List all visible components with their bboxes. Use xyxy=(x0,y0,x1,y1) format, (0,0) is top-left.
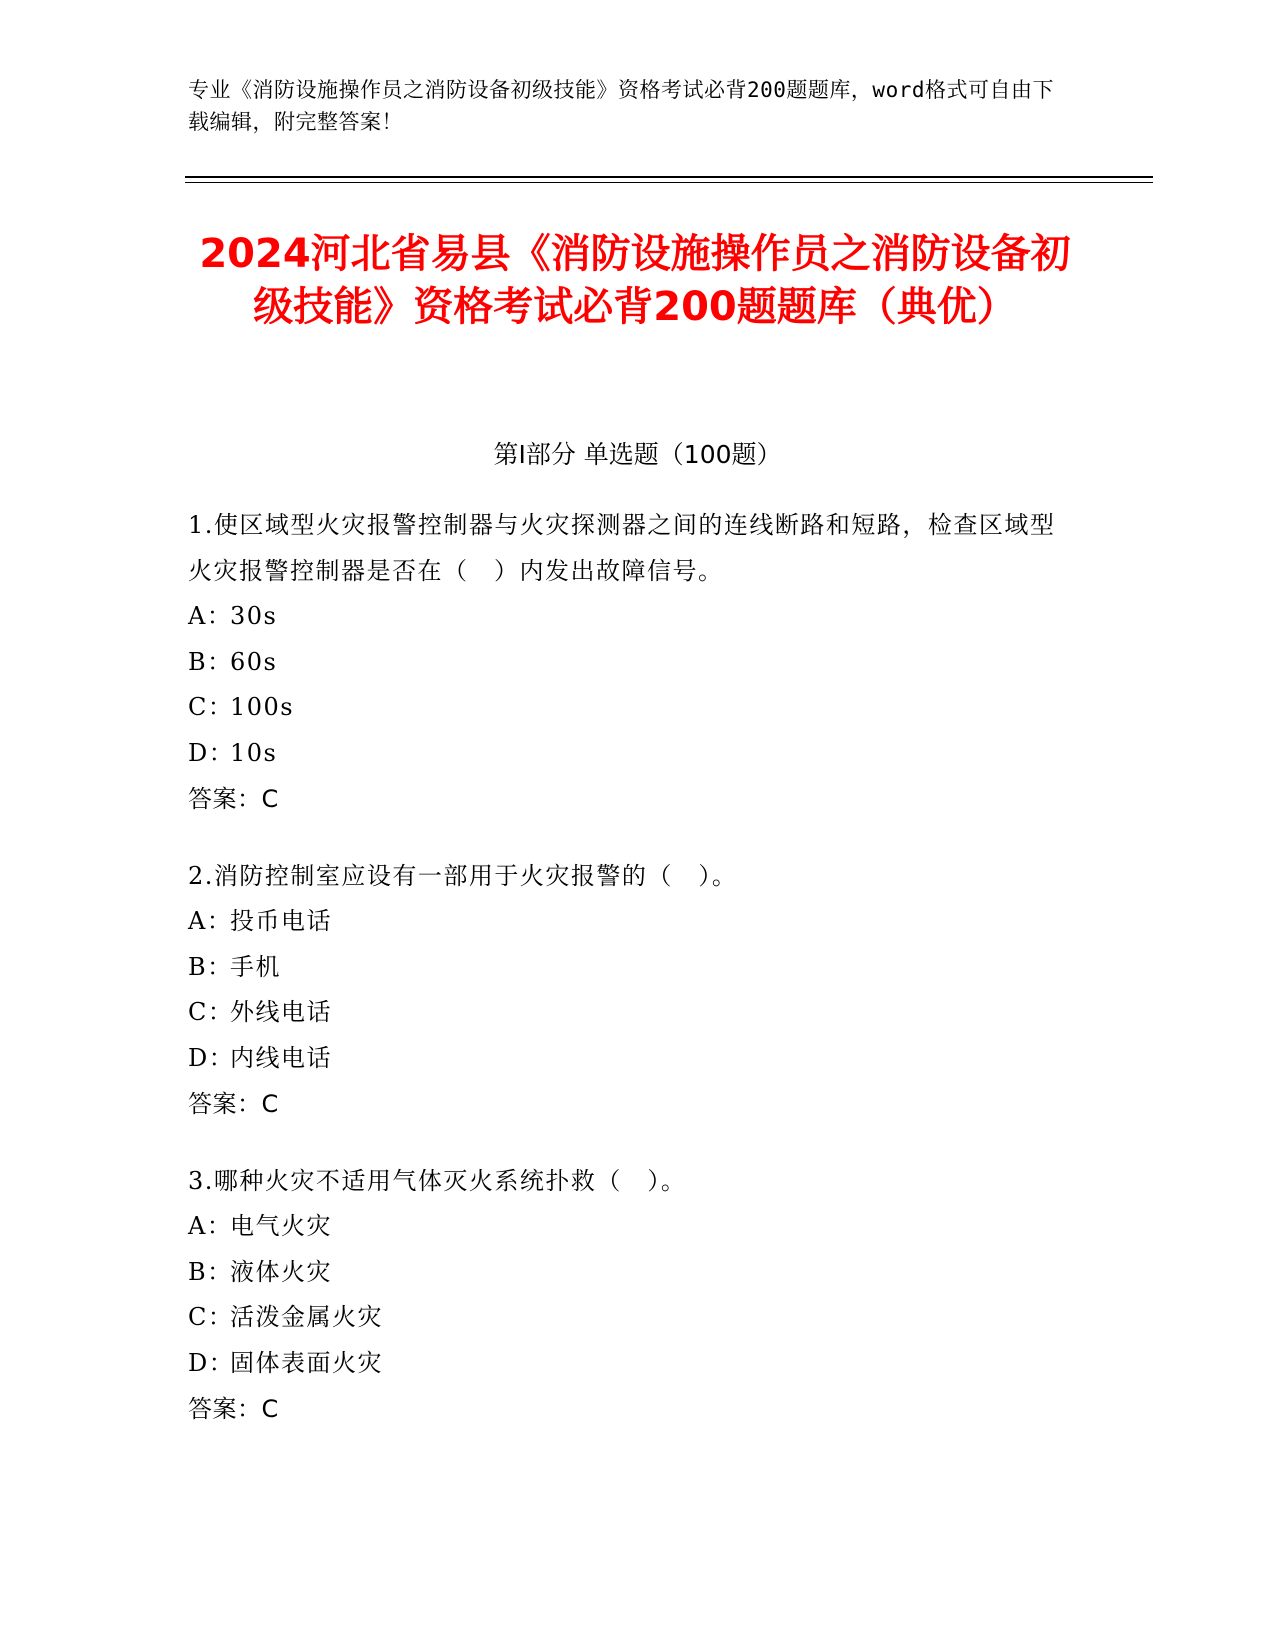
option-text: 100s xyxy=(230,693,295,721)
option-letter: D： xyxy=(188,738,235,767)
answer-value: C xyxy=(261,785,279,813)
option-letter: B： xyxy=(188,1257,233,1286)
header-rule-thick xyxy=(185,176,1153,178)
question-3 xyxy=(188,1158,1068,1432)
question-2 xyxy=(188,853,1068,1127)
document-title: 2024河北省易县《消防设施操作员之消防设备初级技能》资格考试必背200题题库（典优） xyxy=(199,231,1071,330)
option-c xyxy=(188,1295,1068,1341)
answer-value: C xyxy=(261,1395,279,1423)
option-text: 投币电话 xyxy=(230,907,332,935)
option-b xyxy=(188,1250,1068,1296)
answer-value: C xyxy=(261,1090,279,1118)
option-letter: A： xyxy=(188,1212,233,1240)
option-letter: D： xyxy=(188,1043,235,1072)
option-letter: B： xyxy=(188,952,233,981)
answer-line xyxy=(188,776,1068,822)
option-letter: A： xyxy=(188,602,233,630)
option-text: 电气火灾 xyxy=(230,1212,332,1240)
option-text: 固体表面火灾 xyxy=(230,1348,383,1377)
question-1 xyxy=(188,502,1068,822)
option-a xyxy=(188,594,1068,640)
option-letter: C： xyxy=(188,1303,234,1331)
option-text: 30s xyxy=(230,602,278,630)
option-a xyxy=(188,1204,1068,1250)
answer-line xyxy=(188,1386,1068,1432)
option-b xyxy=(188,945,1068,991)
answer-label: 答案： xyxy=(188,785,262,813)
option-letter: B： xyxy=(188,647,233,676)
option-letter: C： xyxy=(188,998,234,1026)
answer-label: 答案： xyxy=(188,1090,262,1118)
header-note: 专业《消防设施操作员之消防设备初级技能》资格考试必背200题题库，word格式可自由下载编辑，附完整答案！ xyxy=(188,78,1054,134)
option-text: 内线电话 xyxy=(230,1043,332,1072)
option-d xyxy=(188,1036,1068,1082)
option-text: 10s xyxy=(230,738,278,767)
option-text: 外线电话 xyxy=(230,998,332,1026)
option-text: 液体火灾 xyxy=(230,1257,332,1286)
option-text: 60s xyxy=(230,647,278,676)
option-letter: A： xyxy=(188,907,233,935)
option-c xyxy=(188,685,1068,731)
header-rule-thin xyxy=(185,182,1153,183)
option-letter: C： xyxy=(188,693,234,721)
option-text: 手机 xyxy=(230,952,281,981)
question-stem: 1.使区域型火灾报警控制器与火灾探测器之间的连线断路和短路，检查区域型火灾报警控制器是否在（ ）内发出故障信号。 xyxy=(188,511,1056,585)
question-stem: 2.消防控制室应设有一部用于火灾报警的（ ）。 xyxy=(188,862,738,890)
answer-label: 答案： xyxy=(188,1395,262,1423)
option-d xyxy=(188,731,1068,777)
option-a xyxy=(188,899,1068,945)
option-b xyxy=(188,640,1068,686)
section-heading: 第Ⅰ部分 单选题（100题） xyxy=(493,440,782,469)
option-text: 活泼金属火灾 xyxy=(230,1303,383,1331)
question-stem: 3.哪种火灾不适用气体灭火系统扑救（ ）。 xyxy=(188,1167,687,1195)
option-letter: D： xyxy=(188,1348,235,1377)
option-c xyxy=(188,990,1068,1036)
option-d xyxy=(188,1341,1068,1387)
answer-line xyxy=(188,1081,1068,1127)
